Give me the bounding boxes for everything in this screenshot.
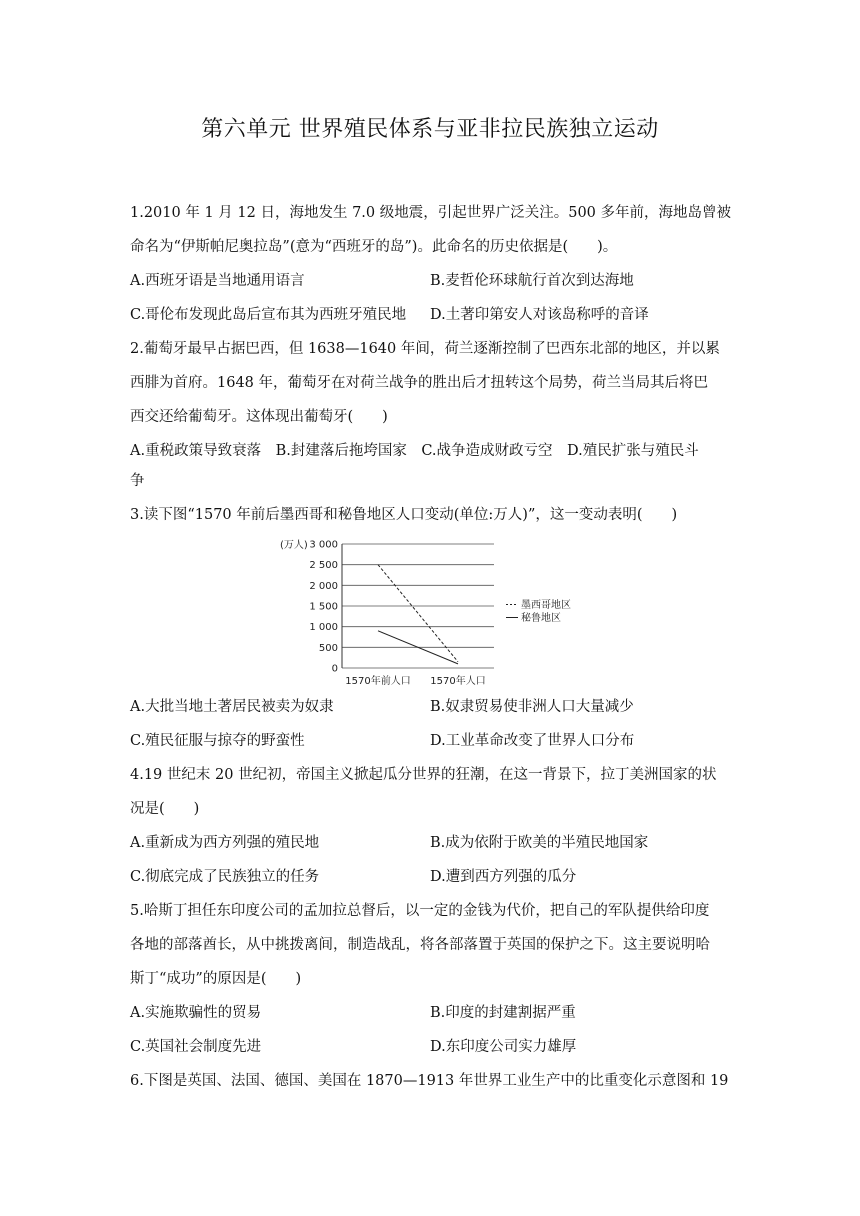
y-tick-label: 2 000: [309, 580, 338, 592]
x-tick-label: 1570年人口: [430, 676, 486, 687]
q2-stem-line2: 西腓为首府。1648 年，葡萄牙在对荷兰战争的胜出后才扭转这个局势，荷兰当局其后将巴: [130, 375, 709, 391]
q5-stem-line1: 5.哈斯丁担任东印度公司的孟加拉总督后，以一定的金钱为代价，把自己的军队提供给印度: [130, 903, 710, 919]
q4-stem-line1: 4.19 世纪末 20 世纪初，帝国主义掀起瓜分世界的狂潮，在这一背景下，拉丁美洲国家的状: [130, 767, 717, 783]
chart-grid: [342, 544, 494, 668]
q5-option-c: C.英国社会制度先进: [130, 1039, 262, 1055]
chart-y-ticks: [309, 540, 338, 675]
q6-stem-line1: 6.下图是英国、法国、德国、美国在 1870—1913 年世界工业生产中的比重变化示意图和 19: [130, 1073, 729, 1089]
q5-stem-line3: 斯丁“成功”的原因是( ): [130, 971, 302, 987]
chart-series: [378, 565, 458, 664]
population-chart: [270, 532, 610, 692]
chart-legend: [506, 598, 571, 624]
y-tick-label: 1 500: [309, 601, 338, 613]
y-tick-label: 0: [331, 663, 338, 675]
y-tick-label: 500: [318, 642, 338, 654]
q3-option-c: C.殖民征服与掠夺的野蛮性: [130, 733, 305, 749]
q5-option-b: B.印度的封建割据严重: [430, 1005, 576, 1021]
q4-option-b: B.成为依附于欧美的半殖民地国家: [430, 835, 649, 851]
x-tick-label: 1570年前人口: [345, 676, 411, 687]
chart-y-label: (万人): [280, 540, 308, 551]
q2-stem-line3: 西交还给葡萄牙。这体现出葡萄牙( ): [130, 409, 388, 425]
y-tick-label: 1 000: [309, 622, 338, 634]
legend-label: 秘鲁地区: [521, 613, 561, 624]
chart-x-ticks: [345, 674, 485, 687]
q2-options: A.重税政策导致衰落 B.封建落后拖垮国家 C.战争造成财政亏空 D.殖民扩张与殖民斗: [130, 443, 699, 459]
page-title: 第六单元 世界殖民体系与亚非拉民族独立运动: [201, 117, 659, 142]
q1-option-c: C.哥伦布发现此岛后宣布其为西班牙殖民地: [130, 307, 407, 323]
y-tick-label: 2 500: [309, 560, 338, 572]
q1-option-b: B.麦哲伦环球航行首次到达海地: [430, 273, 634, 289]
q4-option-d: D.遭到西方列强的瓜分: [430, 869, 577, 885]
q4-option-c: C.彻底完成了民族独立的任务: [130, 869, 320, 885]
q2-options-wrap: 争: [130, 473, 145, 489]
q5-option-a: A.实施欺骗性的贸易: [130, 1005, 262, 1021]
q1-stem-line1: 1.2010 年 1 月 12 日，海地发生 7.0 级地震，引起世界广泛关注。500 多年前，海地岛曾被: [130, 205, 732, 221]
y-tick-label: 3 000: [309, 539, 338, 551]
q1-option-d: D.土著印第安人对该岛称呼的音译: [430, 307, 649, 323]
q5-stem-line2: 各地的部落酋长，从中挑拨离间，制造战乱，将各部落置于英国的保护之下。这主要说明哈: [130, 937, 710, 953]
q4-option-a: A.重新成为西方列强的殖民地: [130, 835, 320, 851]
q3-option-b: B.奴隶贸易使非洲人口大量减少: [430, 699, 634, 715]
q1-stem-line2: 命名为“伊斯帕尼奥拉岛”(意为“西班牙的岛”)。此命名的历史依据是( )。: [130, 239, 618, 255]
q3-option-a: A.大批当地土著居民被卖为奴隶: [130, 699, 334, 715]
legend-label: 墨西哥地区: [521, 600, 571, 611]
q1-option-a: A.西班牙语是当地通用语言: [130, 273, 305, 289]
q4-stem-line2: 况是( ): [130, 801, 200, 817]
q3-option-d: D.工业革命改变了世界人口分布: [430, 733, 635, 749]
q3-stem-line1: 3.读下图“1570 年前后墨西哥和秘鲁地区人口变动(单位:万人)”，这一变动表明( ): [130, 507, 678, 523]
q2-stem-line1: 2.葡萄牙最早占据巴西，但 1638—1640 年间，荷兰逐渐控制了巴西东北部的地区，并以累: [130, 341, 720, 357]
q5-option-d: D.东印度公司实力雄厚: [430, 1039, 577, 1055]
